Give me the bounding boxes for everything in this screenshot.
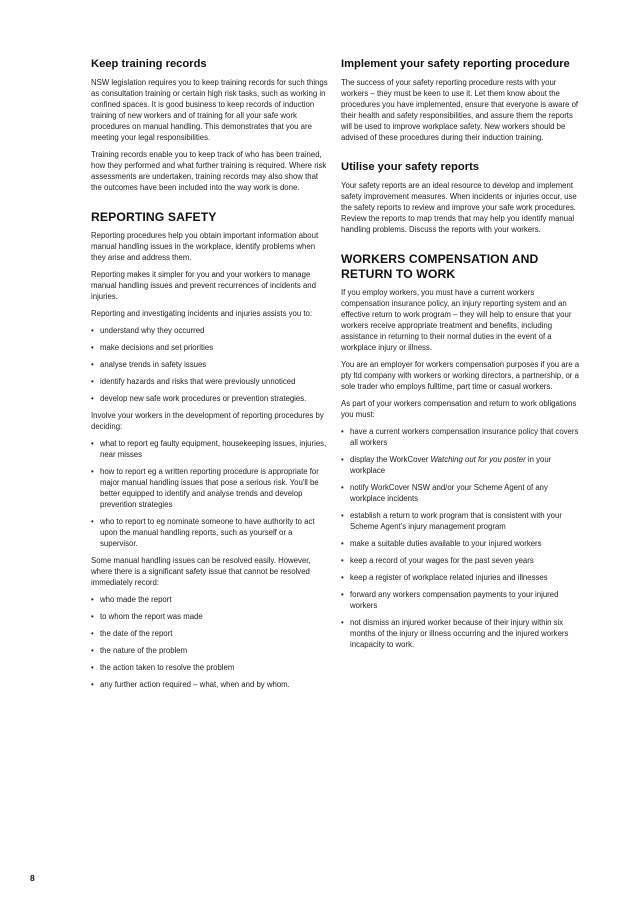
- bullet: •: [341, 618, 344, 627]
- bullet: •: [91, 629, 94, 638]
- list-item: • keep a record of your wages for the past seven years: [341, 556, 534, 565]
- bullet: •: [91, 646, 94, 655]
- bullet: •: [341, 590, 344, 599]
- keep-training-paragraph-1: NSW legislation requires you to keep training records for such things as consultation training or certain high risk tasks, such as working in confined spaces. It is good business to keep records of induction training of new workers and of training for all your safe work procedures on manual handling. This demonstrates that you are meeting your legal responsibilities.: [91, 78, 328, 142]
- bullet: •: [341, 573, 344, 582]
- list-item: • who made the report: [91, 595, 172, 604]
- list-item: • what to report eg faulty equipment, housekeeping issues, injuries, near misses: [91, 439, 327, 459]
- reporting-safety-heading: REPORTING SAFETY: [91, 210, 217, 224]
- list-item: • develop new safe work procedures or prevention strategies.: [91, 394, 307, 403]
- page-number: 8: [30, 873, 35, 883]
- bullet: •: [91, 394, 94, 403]
- list-item: • keep a register of workplace related injuries and illnesses: [341, 573, 548, 582]
- list-item: • analyse trends in safety issues: [91, 360, 207, 369]
- implement-heading: Implement your safety reporting procedure: [341, 58, 570, 70]
- bullet: •: [91, 326, 94, 335]
- bullet: •: [91, 343, 94, 352]
- right-column: [341, 57, 581, 656]
- reporting-safety-paragraph-4: Involve your workers in the development of reporting procedures by deciding:: [91, 411, 324, 431]
- utilise-paragraph: Your safety reports are an ideal resource to develop and implement safety improvement measures. When incidents or injuries occur, use the safety reports to review and improve your safe work procedures. Review the reports to map trends that may help you identify manual handling problems. Discuss the reports with your workers.: [341, 181, 577, 234]
- bullet: •: [91, 467, 94, 476]
- bullet: •: [91, 517, 94, 526]
- list-item: • establish a return to work program that is consistent with your Scheme Agent's injury management program: [341, 511, 562, 531]
- obligations-list: [341, 426, 581, 650]
- list-item: • forward any workers compensation payments to your injured workers: [341, 590, 559, 610]
- utilise-heading: Utilise your safety reports: [341, 161, 480, 173]
- keep-training-paragraph-2: Training records enable you to keep track of who has been trained, how they performed and what further training is required. Where risk assessments are undertaken, training records may also show that the outcomes have been included into the way work is done.: [91, 150, 327, 192]
- list-item: • notify WorkCover NSW and/or your Scheme Agent of any workplace incidents: [341, 483, 548, 503]
- record-list: [91, 594, 331, 690]
- workers-comp-paragraph-1: If you employ workers, you must have a current workers compensation insurance policy, an injury reporting system and an effective return to work program – they will help to ensure that your workers receive appropriate treatment and benefits, including assistance in returning to their normal duties in the event of a workplace injury or illness.: [341, 288, 572, 352]
- list-item: • have a current workers compensation insurance policy that covers all workers: [341, 427, 579, 447]
- list-item: • understand why they occurred: [91, 326, 205, 335]
- list-item: • make a suitable duties available to your injured workers: [341, 539, 542, 548]
- left-column: [91, 57, 331, 696]
- list-item: • identify hazards and risks that were previously unnoticed: [91, 377, 296, 386]
- list-item: • who to report to eg nominate someone to have authority to act upon the manual handling reports, such as yourself or a supervisor.: [91, 517, 315, 548]
- bullet: •: [341, 539, 344, 548]
- reporting-safety-paragraph-3: Reporting and investigating incidents and injuries assists you to:: [91, 309, 313, 318]
- workers-comp-heading: WORKERS COMPENSATION AND RETURN TO WORK: [341, 252, 539, 281]
- workers-comp-paragraph-2: You are an employer for workers compensation purposes if you are a pty ltd company with workers or working directors, a partnership, or a sole trader who employs fulltime, part time or casual workers.: [341, 360, 580, 391]
- reporting-safety-paragraph-2: Reporting makes it simpler for you and your workers to manage manual handling issues and prevent recurrences of incidents and injuries.: [91, 270, 316, 301]
- list-item: • make decisions and set priorities: [91, 343, 214, 352]
- keep-training-heading: Keep training records: [91, 58, 207, 70]
- implement-paragraph: The success of your safety reporting procedure rests with your workers – they must be keen to use it. Let them know about the procedures you have implemented, ensure that everyone is aware of their health and safety responsibilities, and assure them the reports will be used to improve workplace safety. New workers should be advised of these procedures during their induction training.: [341, 78, 579, 142]
- list-item: • the nature of the problem: [91, 646, 188, 655]
- poster-title: Watching out for you poster: [430, 455, 526, 464]
- deciding-list: [91, 438, 331, 549]
- reporting-safety-paragraph-1: Reporting procedures help you obtain important information about manual handling issues in the workplace, identify problems when they arise and address them.: [91, 231, 319, 262]
- list-item: • not dismiss an injured worker because of their injury within six months of the injury or illness occurring and the injured workers incapacity to work.: [341, 618, 569, 649]
- bullet: •: [91, 680, 94, 689]
- bullet: •: [91, 595, 94, 604]
- bullet: •: [341, 556, 344, 565]
- bullet: •: [91, 360, 94, 369]
- list-item: • how to report eg a written reporting procedure is appropriate for major manual handling issues that pose a serious risk. You'll be better equipped to identify and analyse trends and develop prevention strategies: [91, 467, 319, 509]
- list-item: • any further action required – what, when and by whom.: [91, 680, 290, 689]
- bullet: •: [341, 483, 344, 492]
- bullet: •: [341, 455, 344, 464]
- reporting-safety-paragraph-5: Some manual handling issues can be resolved easily. However, where there is a significant safety issue that cannot be resolved immediately record:: [91, 556, 311, 587]
- assists-list: [91, 325, 331, 404]
- bullet: •: [341, 427, 344, 436]
- list-item: • the action taken to resolve the problem: [91, 663, 235, 672]
- bullet: •: [91, 663, 94, 672]
- bullet: •: [91, 612, 94, 621]
- list-item: • to whom the report was made: [91, 612, 203, 621]
- workers-comp-paragraph-3: As part of your workers compensation and return to work obligations you must:: [341, 399, 577, 419]
- list-item: • display the WorkCover Watching out for you poster in your workplace: [341, 455, 552, 475]
- list-item: • the date of the report: [91, 629, 173, 638]
- bullet: •: [91, 377, 94, 386]
- bullet: •: [341, 511, 344, 520]
- bullet: •: [91, 439, 94, 448]
